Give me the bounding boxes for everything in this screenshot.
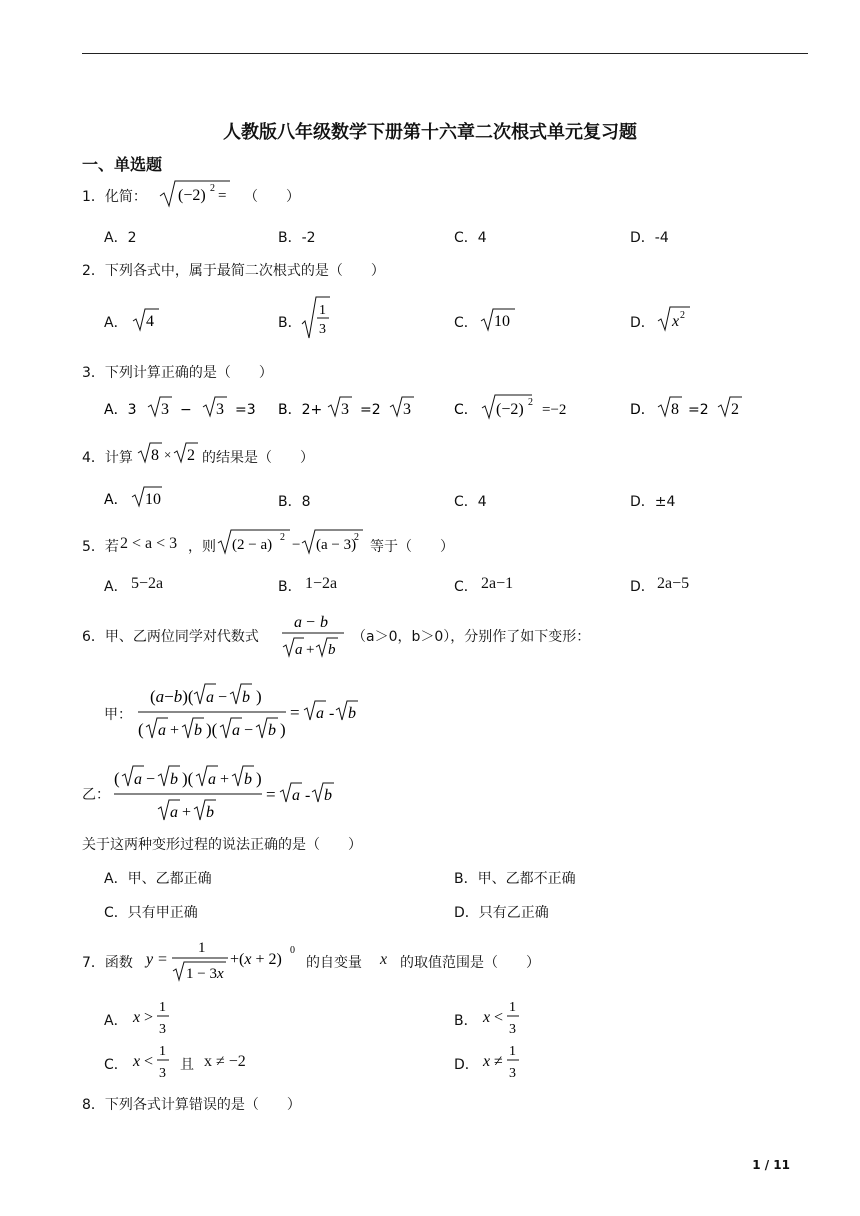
q7-option-c-label: C．: [104, 1057, 128, 1073]
svg-text:(−2): (−2): [496, 401, 524, 418]
q3-stem: 3．下列计算正确的是（ ）: [82, 365, 273, 381]
q8-stem: 8．下列各式计算错误的是（ ）: [82, 1097, 301, 1113]
q6-stem-b: （a＞0，b＞0），分别作了如下变形：: [352, 629, 591, 645]
svg-text:4: 4: [146, 313, 154, 330]
svg-text:b: b: [244, 771, 252, 788]
svg-text:x: x: [672, 313, 680, 330]
q7-option-d-label: D．: [454, 1057, 479, 1073]
svg-text:(: (: [138, 720, 144, 739]
q4-expr: [136, 440, 202, 468]
svg-text:=: =: [266, 785, 276, 804]
svg-text:3: 3: [161, 401, 169, 418]
svg-text:+: +: [182, 804, 192, 821]
svg-text:2: 2: [354, 532, 359, 543]
q2-option-d-math: [656, 304, 694, 334]
svg-text:b: b: [268, 722, 276, 739]
svg-text:b: b: [328, 642, 336, 658]
q7-stem-b: 的自变量: [306, 955, 362, 971]
svg-text:+(x + 2): +(x + 2): [230, 951, 282, 968]
q2-option-b-label: B．: [278, 315, 302, 331]
q4-stem-b: 的结果是（ ）: [202, 450, 314, 466]
q5-option-a-label: A．: [104, 579, 128, 595]
svg-text:a: a: [316, 705, 324, 722]
svg-text:a: a: [232, 722, 240, 739]
svg-text:8: 8: [151, 447, 159, 464]
svg-text:2: 2: [187, 447, 195, 464]
q5-expr: [216, 527, 366, 559]
q7-option-c-math: [131, 1040, 175, 1086]
svg-text:1: 1: [198, 940, 206, 956]
svg-text:2: 2: [528, 397, 533, 408]
q2-option-c-label: C．: [454, 315, 478, 331]
svg-text:−: −: [180, 402, 192, 418]
q3-option-a: [100, 394, 265, 424]
q6-yi-expr: [112, 762, 346, 828]
svg-text:b: b: [324, 787, 332, 804]
svg-text:)(: )(: [206, 720, 218, 739]
svg-text:b: b: [206, 804, 214, 821]
svg-text:−: −: [292, 537, 301, 553]
svg-text:): ): [280, 720, 286, 739]
svg-text:(: (: [114, 769, 120, 788]
svg-text:0: 0: [290, 945, 295, 956]
svg-text:=: =: [218, 188, 227, 204]
q7-option-c-extra: x ≠ −2: [204, 1053, 246, 1070]
q6-stem-a: 6．甲、乙两位同学对代数式: [82, 629, 259, 645]
svg-text:=: =: [290, 703, 300, 722]
header-rule: [82, 53, 808, 54]
svg-text:−: −: [218, 689, 228, 706]
section-heading: 一、单选题: [82, 155, 163, 174]
page-title: 人教版八年级数学下册第十六章二次根式单元复习题: [223, 122, 637, 143]
q6-option-a: A．甲、乙都正确: [104, 871, 212, 887]
svg-text:a: a: [295, 642, 303, 658]
svg-text:A．3: A．3: [104, 402, 137, 418]
svg-text:=2: =2: [688, 402, 709, 418]
svg-text:+: +: [306, 642, 315, 658]
q3-option-d: [626, 394, 756, 424]
svg-text:b: b: [348, 705, 356, 722]
svg-text:D．: D．: [630, 402, 655, 418]
q2-option-c-math: [479, 306, 519, 334]
page-number: 1 / 11: [752, 1158, 790, 1172]
svg-text:b: b: [320, 614, 328, 631]
q2-stem: 2．下列各式中，属于最简二次根式的是（ ）: [82, 263, 385, 279]
svg-text:<: <: [144, 1053, 154, 1070]
q5-option-a-value: 5−2a: [131, 575, 164, 592]
q1-option-c: C．4: [454, 230, 487, 246]
q5-stem-c: 等于（ ）: [370, 539, 454, 555]
q4-option-c: C．4: [454, 494, 487, 510]
q5-option-c-label: C．: [454, 579, 478, 595]
q7-option-b-math: [481, 996, 525, 1042]
svg-text:A．: A．: [104, 492, 128, 508]
svg-text:x: x: [133, 1053, 141, 1070]
svg-text:a: a: [292, 787, 300, 804]
svg-text:≠: ≠: [494, 1053, 503, 1070]
svg-text:b: b: [170, 771, 178, 788]
svg-text:3: 3: [509, 1066, 516, 1081]
q5-option-b-label: B．: [278, 579, 302, 595]
svg-text:=3: =3: [235, 402, 256, 418]
svg-text:3: 3: [341, 401, 349, 418]
q6-option-d: D．只有乙正确: [454, 905, 549, 921]
svg-text:C．: C．: [454, 402, 478, 418]
q7-expr: [144, 936, 300, 982]
q7-option-a-math: [131, 996, 175, 1042]
svg-text:×: ×: [164, 447, 172, 462]
svg-text:(a − 3): (a − 3): [316, 537, 357, 553]
svg-text:)(: )(: [182, 769, 194, 788]
q7-stem-c: 的取值范围是（ ）: [400, 955, 540, 971]
svg-text:x: x: [133, 1009, 141, 1026]
svg-text:(−2): (−2): [178, 187, 206, 204]
svg-text:>: >: [144, 1009, 154, 1026]
q5-option-c-value: 2a−1: [481, 575, 514, 592]
svg-text:2: 2: [280, 532, 285, 543]
q5-stem-b: ，则: [188, 539, 216, 555]
q5-option-d-label: D．: [630, 579, 655, 595]
q2-option-b-math: [300, 294, 332, 342]
q2-option-a-math: [131, 306, 161, 334]
svg-text:3: 3: [159, 1066, 166, 1081]
q3-option-c: [450, 392, 610, 426]
svg-text:−: −: [244, 722, 254, 739]
q7-option-a-label: A．: [104, 1013, 128, 1029]
q1-option-a: A．2: [104, 230, 137, 246]
svg-text:=−2: =−2: [542, 402, 567, 418]
svg-text:y: y: [146, 951, 154, 968]
svg-text:b: b: [194, 722, 202, 739]
svg-text:−: −: [146, 771, 156, 788]
q6-option-b: B．甲、乙都不正确: [454, 871, 576, 887]
svg-text:1: 1: [509, 1000, 516, 1015]
svg-text:): ): [256, 687, 262, 706]
q7-var: x: [380, 951, 388, 968]
svg-text:=2: =2: [360, 402, 381, 418]
svg-text:3: 3: [216, 401, 224, 418]
svg-text:a: a: [158, 722, 166, 739]
svg-text:a: a: [206, 689, 214, 706]
svg-text:B．2+: B．2+: [278, 402, 323, 418]
q6-jia-label: 甲：: [104, 707, 132, 723]
svg-text:+: +: [170, 722, 180, 739]
svg-text:<: <: [494, 1009, 504, 1026]
svg-text:8: 8: [671, 401, 679, 418]
svg-text:-: -: [329, 705, 335, 722]
svg-text:10: 10: [145, 491, 161, 508]
q4-option-a: [100, 484, 170, 514]
svg-text:a: a: [294, 614, 302, 631]
q7-option-d-math: [481, 1040, 525, 1086]
svg-text:(2 − a): (2 − a): [232, 537, 273, 553]
svg-text:−: −: [306, 614, 316, 631]
q7-option-c-and: 且: [180, 1057, 194, 1073]
svg-text:10: 10: [494, 313, 510, 330]
svg-text:+: +: [220, 771, 230, 788]
svg-text:=: =: [158, 951, 168, 968]
svg-text:3: 3: [403, 401, 411, 418]
q1-stem: 1．化简：: [82, 189, 147, 205]
svg-text:3: 3: [159, 1022, 166, 1037]
svg-text:1: 1: [509, 1044, 516, 1059]
q7-stem-a: 7．函数: [82, 955, 133, 971]
q6-question: 关于这两种变形过程的说法正确的是（ ）: [82, 837, 362, 853]
q5-stem-a: 5．若: [82, 539, 119, 555]
svg-text:a: a: [134, 771, 142, 788]
q1-paren: （ ）: [244, 189, 300, 205]
q6-option-c: C．只有甲正确: [104, 905, 198, 921]
q5-condition: 2 < a < 3: [120, 535, 178, 552]
q4-stem-a: 4．计算: [82, 450, 133, 466]
svg-text:3: 3: [319, 322, 326, 337]
svg-text:x: x: [483, 1009, 491, 1026]
svg-text:1: 1: [159, 1000, 166, 1015]
svg-text:b: b: [242, 689, 250, 706]
svg-text:x: x: [483, 1053, 491, 1070]
q6-expr: [280, 611, 346, 659]
q4-option-b: B．8: [278, 494, 311, 510]
q2-option-d-label: D．: [630, 315, 655, 331]
svg-text:-: -: [305, 787, 311, 804]
q1-option-d: D．-4: [630, 230, 669, 246]
svg-text:a: a: [208, 771, 216, 788]
q6-yi-label: 乙：: [82, 787, 110, 803]
svg-text:3: 3: [509, 1022, 516, 1037]
svg-text:a: a: [170, 804, 178, 821]
svg-text:(a−b)(: (a−b)(: [150, 687, 194, 706]
svg-text:2: 2: [680, 310, 685, 321]
svg-text:1: 1: [319, 303, 326, 318]
q3-option-b: [274, 394, 424, 424]
q1-math: [158, 178, 238, 210]
q5-option-b-value: 1−2a: [305, 575, 338, 592]
q7-option-b-label: B．: [454, 1013, 478, 1029]
q2-option-a-label: A．: [104, 315, 128, 331]
svg-text:): ): [256, 769, 262, 788]
svg-text:2: 2: [210, 183, 215, 194]
q6-jia-expr: [136, 680, 370, 746]
svg-text:1 − 3x: 1 − 3x: [186, 966, 224, 982]
svg-text:2: 2: [731, 401, 739, 418]
svg-text:1: 1: [159, 1044, 166, 1059]
q5-option-d-value: 2a−5: [657, 575, 690, 592]
q4-option-d: D．±4: [630, 494, 676, 510]
q1-option-b: B．-2: [278, 230, 316, 246]
